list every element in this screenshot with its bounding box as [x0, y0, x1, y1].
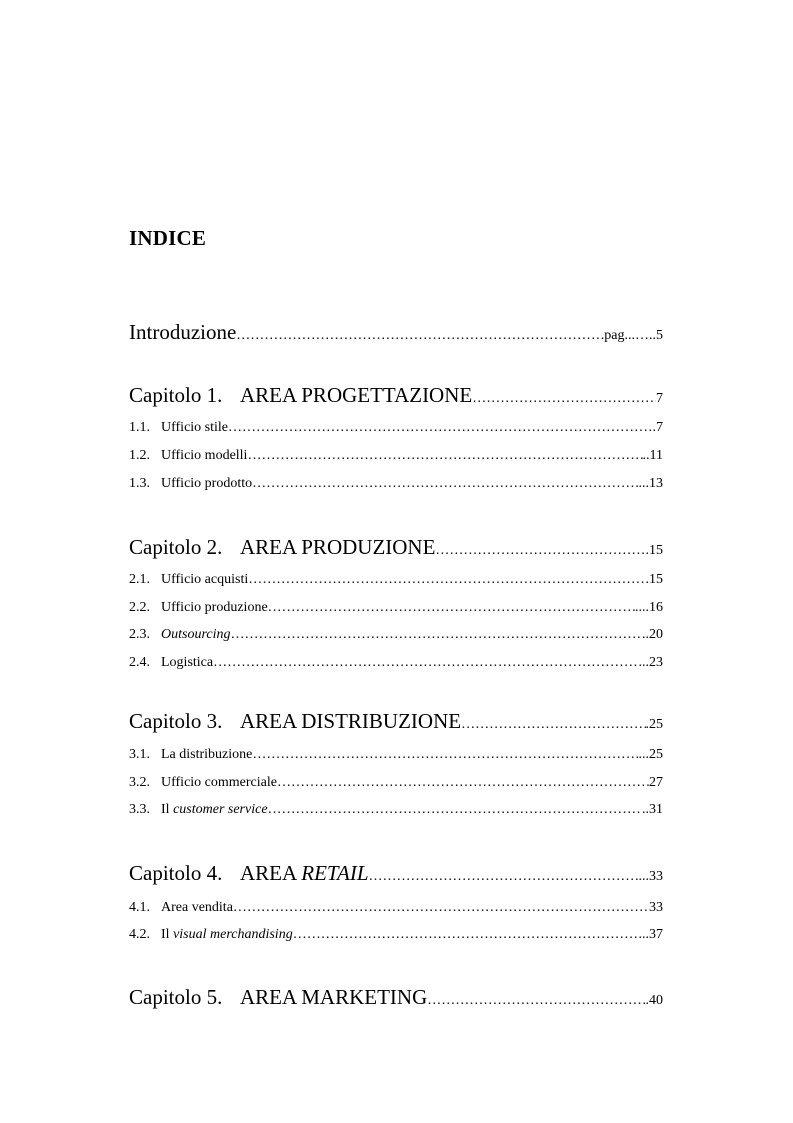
section-number: 1.3. [129, 476, 150, 491]
dot-leader [293, 927, 639, 943]
chapter-page: .25 [645, 717, 663, 732]
section-number: 4.1. [129, 900, 150, 915]
section-title: La distribuzione [161, 747, 253, 762]
dot-leader [213, 655, 638, 671]
section-title-prefix: Il [161, 927, 174, 942]
toc-section-1-3[interactable] [129, 476, 663, 492]
chapter-title: RETAIL [301, 861, 369, 885]
chapter-number: Capitolo 5. [129, 985, 223, 1009]
section-page: ...13 [638, 476, 663, 491]
toc-entry-page: pag...…..5 [604, 328, 663, 343]
dot-leader [252, 476, 638, 492]
chapter-page: .15 [645, 543, 663, 558]
section-number: 2.2. [129, 600, 150, 615]
toc-section-2-1[interactable] [129, 572, 663, 588]
toc-section-4-2[interactable] [129, 927, 663, 943]
section-title: Area vendita [161, 900, 233, 915]
section-title: Ufficio stile [161, 420, 229, 435]
section-number: 3.2. [129, 775, 150, 790]
dot-leader [435, 543, 645, 559]
dot-leader [268, 600, 635, 616]
toc-section-3-1[interactable] [129, 747, 663, 763]
section-title: Logistica [161, 655, 214, 670]
dot-leader [369, 869, 639, 885]
chapter-number: Capitolo 3. [129, 709, 223, 733]
toc-section-3-3[interactable] [129, 802, 663, 818]
section-page: ...37 [638, 927, 663, 942]
chapter-title-prefix: AREA [240, 861, 302, 885]
dot-leader [236, 328, 604, 344]
section-title: visual merchandising [173, 927, 293, 942]
section-page: ..11 [642, 448, 663, 463]
toc-chapter-1[interactable] [129, 383, 663, 408]
dot-leader [277, 775, 649, 791]
dot-leader [230, 627, 642, 643]
section-title: Ufficio commerciale [161, 775, 277, 790]
section-number: 3.1. [129, 747, 150, 762]
toc-section-3-2[interactable] [129, 775, 663, 791]
section-number: 2.1. [129, 572, 150, 587]
toc-entry-label: Introduzione [129, 320, 237, 344]
chapter-number: Capitolo 2. [129, 535, 223, 559]
section-title: Ufficio prodotto [161, 476, 253, 491]
section-title: Ufficio modelli [161, 448, 248, 463]
dot-leader [472, 391, 656, 407]
section-title: Ufficio acquisti [161, 572, 249, 587]
section-page: ...23 [638, 655, 663, 670]
chapter-title: AREA PRODUZIONE [240, 535, 436, 559]
section-number: 1.2. [129, 448, 150, 463]
chapter-page: .40 [645, 993, 663, 1008]
chapter-title: AREA MARKETING [240, 985, 428, 1009]
section-page: .15 [645, 572, 663, 587]
toc-section-2-2[interactable] [129, 600, 663, 616]
toc-section-1-1[interactable] [129, 420, 663, 436]
toc-section-2-4[interactable] [129, 655, 663, 671]
dot-leader [247, 448, 642, 464]
dot-leader [252, 747, 638, 763]
toc-chapter-5[interactable] [129, 985, 663, 1010]
section-number: 2.3. [129, 627, 150, 642]
section-title-prefix: Il [161, 802, 174, 817]
dot-leader [427, 993, 645, 1009]
chapter-title: AREA PROGETTAZIONE [240, 383, 473, 407]
section-number: 2.4. [129, 655, 150, 670]
dot-leader [233, 900, 649, 916]
chapter-title: AREA DISTRIBUZIONE [240, 709, 462, 733]
chapter-number: Capitolo 1. [129, 383, 223, 407]
toc-section-4-1[interactable] [129, 900, 663, 916]
section-number: 4.2. [129, 927, 150, 942]
section-number: 1.1. [129, 420, 150, 435]
section-page: ....16 [635, 600, 663, 615]
chapter-page: 7 [656, 391, 663, 406]
section-page: ...25 [638, 747, 663, 762]
section-page: .7 [652, 420, 663, 435]
section-title: customer service [173, 802, 268, 817]
toc-title: INDICE [129, 226, 207, 250]
toc-section-1-2[interactable] [129, 448, 663, 464]
chapter-page: ...33 [638, 869, 663, 884]
chapter-number: Capitolo 4. [129, 861, 223, 885]
section-title: Outsourcing [161, 627, 231, 642]
toc-chapter-3[interactable] [129, 709, 663, 734]
section-page: 27 [649, 775, 663, 790]
toc-chapter-4[interactable] [129, 861, 663, 886]
section-page: ..20 [642, 627, 663, 642]
toc-chapter-2[interactable] [129, 535, 663, 560]
toc-entry-introduction[interactable] [129, 320, 663, 345]
toc-section-2-3[interactable] [129, 627, 663, 643]
section-number: 3.3. [129, 802, 150, 817]
dot-leader [461, 717, 645, 733]
section-title: Ufficio produzione [161, 600, 268, 615]
dot-leader [228, 420, 652, 436]
dot-leader [248, 572, 645, 588]
section-page: ..31 [642, 802, 663, 817]
dot-leader [268, 802, 642, 818]
section-page: 33 [649, 900, 663, 915]
